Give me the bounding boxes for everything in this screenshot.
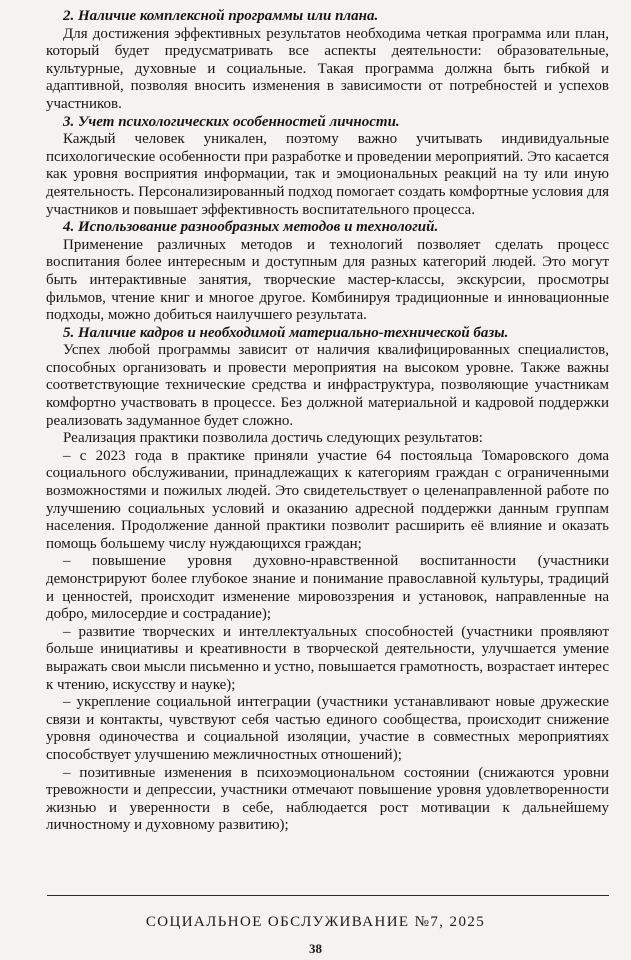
- section-heading: 5. Наличие кадров и необходимой материально-технической базы.: [63, 324, 509, 341]
- article-body: [46, 8, 609, 835]
- list-item: – развитие творческих и интеллектуальных способностей (участники проявляют больше инициативы и креативности в творческой деятельности, улучшается умение выражать свои мысли письменно и устно, повышается грамотность, возрастает интерес к чтению, искусству и науке);: [46, 623, 609, 693]
- paragraph: Применение различных методов и технологий позволяет сделать процесс воспитания более интересным и доступным для разных категорий людей. Это могут быть интерактивные занятия, творческие мастер-классы, экскурсии, просмотры фильмов, чтение книг и многое другое. Комбинируя традиционные и инновационные подходы, можно добиться наилучшего результата.: [46, 236, 609, 324]
- paragraph: Каждый человек уникален, поэтому важно учитывать индивидуальные психологические особенности при разработке и проведении мероприятий. Это касается как уровня восприятия информации, так и эмоциональных реакций на ту или иную деятельность. Персонализированный подход помогает создать комфортные условия для участников и повышает эффективность воспитательного процесса.: [46, 131, 609, 218]
- list-item: – повышение уровня духовно-нравственной воспитанности (участники демонстрируют более глубокое знание и понимание православной культуры, традиций и ценностей, происходит изменение мировоззрения и установок, направленные на добро, милосердие и сострадание);: [46, 553, 609, 623]
- paragraph: Реализация практики позволила достичь следующих результатов:: [63, 430, 483, 447]
- section-heading: 3. Учет психологических особенностей личности.: [63, 113, 400, 130]
- page-number: 38: [309, 941, 322, 956]
- list-item: – с 2023 года в практике приняли участие 64 постояльца Томаровского дома социального обслуживании, принадлежащих к категориям граждан с ограниченными возможностями и пожилых людей. Это свидетельствует о целенаправленной работе по улучшению социальных условий и оказанию адресной поддержки данным группам населения. Продолжение данной практики позволит расширить её влияние и оказать помощь большему числу нуждающихся граждан;: [46, 447, 609, 552]
- list-item: – укрепление социальной интеграции (участники устанавливают новые дружеские связи и контакты, чувствуют себя частью единого сообщества, происходит снижение уровня одиночества и социальной изоляции, участие в совместных мероприятиях способствует улучшению межличностных отношений);: [46, 694, 609, 763]
- journal-title: СОЦИАЛЬНОЕ ОБСЛУЖИВАНИЕ №7, 2025: [145, 914, 486, 930]
- paragraph: Успех любой программы зависит от наличия квалифицированных специалистов, способных организовать и провести мероприятия на высоком уровне. Также важны соответствующие технические средства и инфраструктура, позволяющие участникам комфортно участвовать в процессе. Без должной материальной и кадровой поддержки реализовать задуманное будет сложно.: [46, 342, 609, 429]
- list-item: – позитивные изменения в психоэмоциональном состоянии (снижаются уровни тревожности и депрессии, участники отмечают повышение уровня удовлетворенности жизнью и уверенности в себе, наблюдается рост мотивации к дальнейшему личностному и духовному развитию);: [46, 764, 609, 834]
- section-heading: 4. Использование разнообразных методов и технологий.: [63, 219, 439, 236]
- section-heading: 2. Наличие комплексной программы или плана.: [63, 8, 379, 24]
- paragraph: Для достижения эффективных результатов необходима четкая программа или план, который будет предусматривать все аспекты деятельности: образовательные, культурные, духовные и социальные. Такая программа должна быть гибкой и адаптивной, позволяя вносить изменения в зависимости от потребностей и успехов участников.: [46, 25, 609, 112]
- footer-rule: [47, 895, 609, 896]
